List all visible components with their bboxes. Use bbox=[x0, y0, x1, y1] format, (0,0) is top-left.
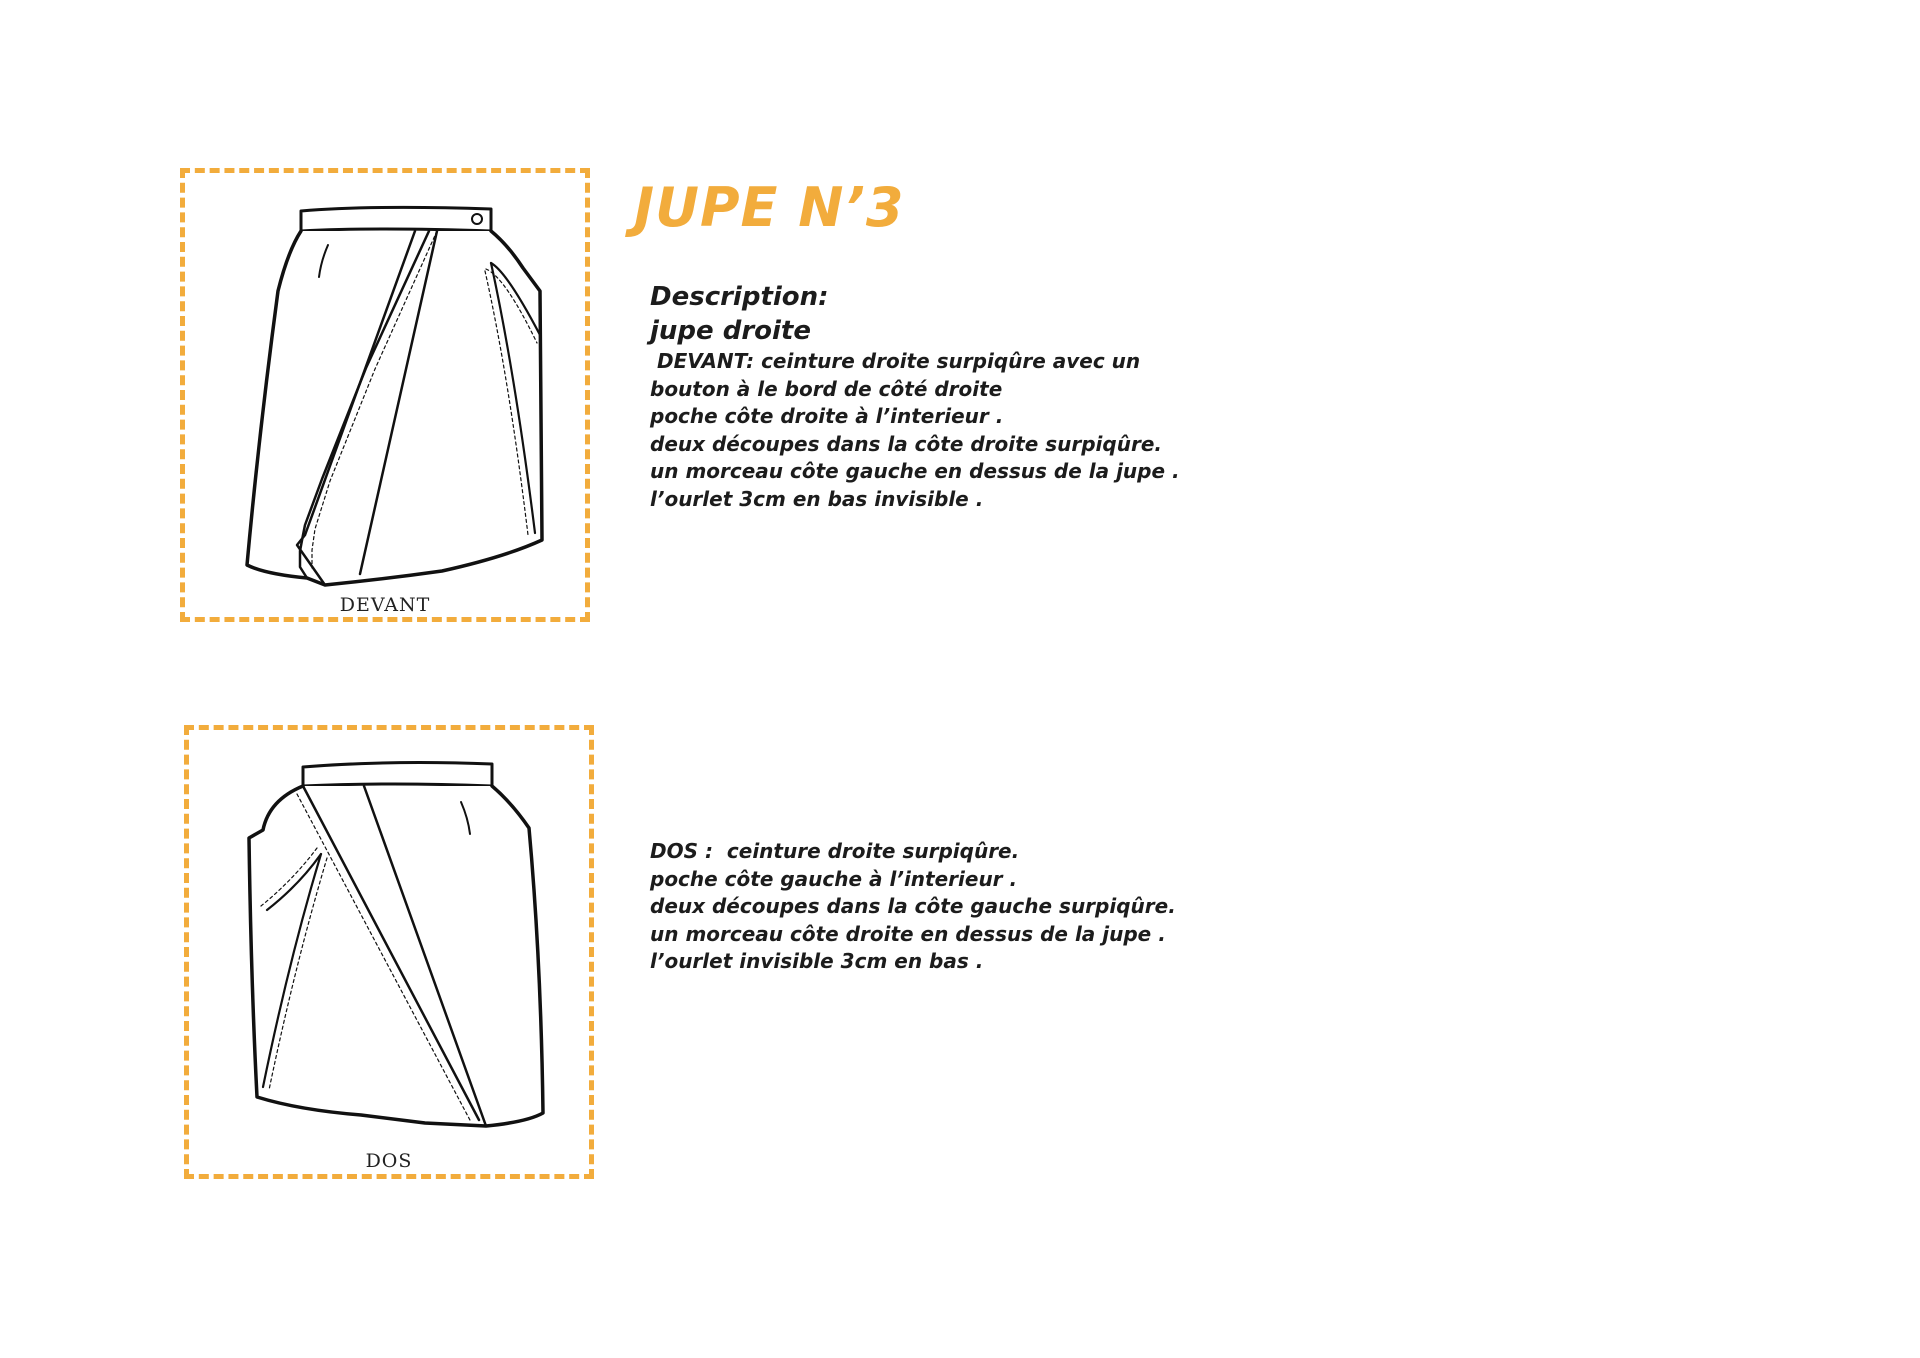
front-view-frame bbox=[180, 168, 590, 622]
back-view-frame bbox=[184, 725, 594, 1179]
description-heading: Description: bbox=[650, 282, 829, 312]
front-description-line: bouton à le bord de côté droite bbox=[650, 376, 1003, 401]
front-description-line: poche côte droite à l’interieur . bbox=[650, 404, 1004, 428]
back-waistband bbox=[303, 763, 492, 786]
back-description bbox=[650, 838, 1176, 976]
back-description-line: deux découpes dans la côte gauche surpiqûre. bbox=[650, 894, 1176, 918]
back-description-line: DOS : ceinture droite surpiqûre. bbox=[650, 839, 1020, 863]
front-description-line: l’ourlet 3cm en bas invisible . bbox=[650, 486, 984, 511]
description-subheading: jupe droite bbox=[650, 316, 811, 346]
skirt-back-drawing bbox=[189, 730, 589, 1174]
front-description-line: DEVANT: ceinture droite surpiqûre avec un bbox=[650, 349, 1141, 373]
back-caption: DOS bbox=[365, 1150, 413, 1172]
front-waistband bbox=[301, 207, 491, 231]
front-caption: DEVANT bbox=[339, 594, 431, 616]
front-description-line: un morceau côte gauche en dessus de la jupe . bbox=[650, 459, 1180, 483]
back-description-line: l’ourlet invisible 3cm en bas . bbox=[650, 949, 984, 973]
front-description bbox=[650, 280, 1180, 513]
back-description-line: un morceau côte droite en dessus de la jupe . bbox=[650, 921, 1166, 946]
page-title: JUPE N’3 bbox=[634, 176, 905, 239]
skirt-front-drawing bbox=[185, 173, 585, 617]
front-description-line: deux découpes dans la côte droite surpiqûre. bbox=[650, 431, 1162, 456]
back-description-line: poche côte gauche à l’interieur . bbox=[650, 866, 1018, 891]
